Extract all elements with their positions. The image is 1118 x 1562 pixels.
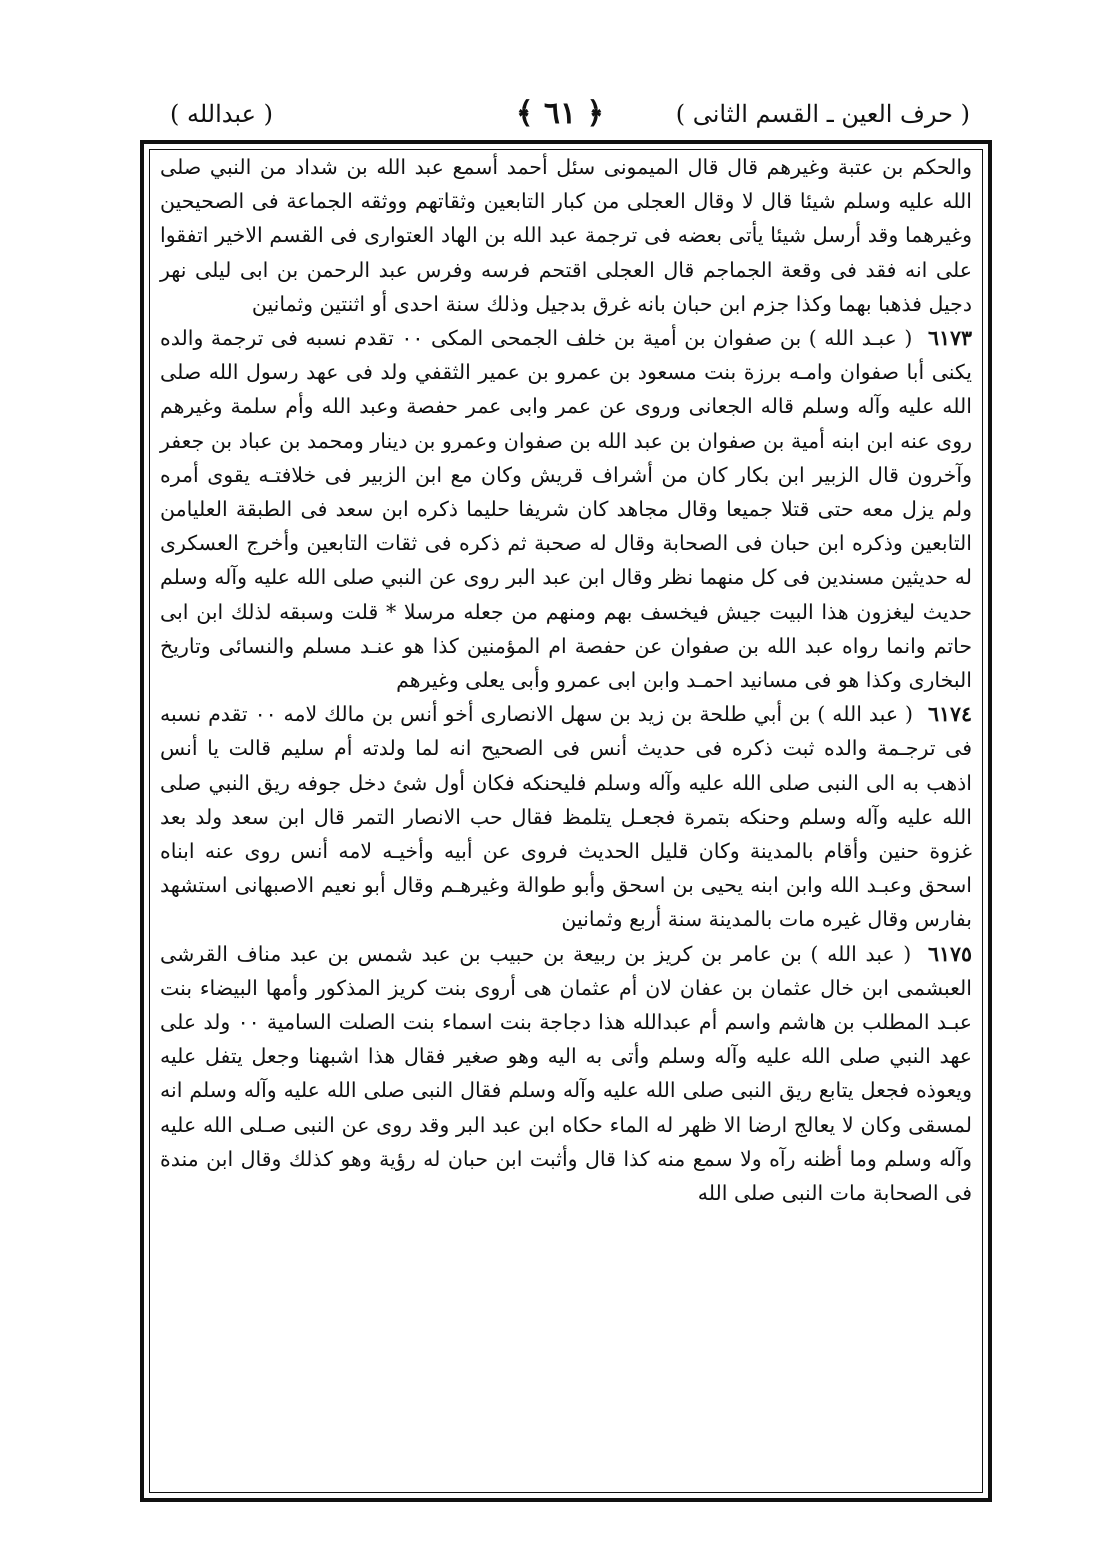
entry-text: والحكم بن عتبة وغيرهم قال قال الميمونى سئل أحمد أسمع عبد الله بن شداد من النبي صلى الله عليه وسلم شيئا قال لا وقال العجلى من كبار التابعين وثقاتهم ووثقه الجماعة فى الصحيحين وغيرهما وقد أرسل شيئا يأتى بعضه فى ترجمة عبد الله بن الهاد العتوارى فى القسم الاخير اتفقوا على انه فقد فى وقعة الجماجم قال العجلى اقتحم فرسه وفرس عبد الرحمن بن ابى ليلى نهر دجيل فذهبا بهما وكذا جزم ابن حبان بانه غرق بدجيل وذلك سنة احدى أو اثنتين وثمانين <box>160 155 972 316</box>
entry-6174 <box>160 697 972 936</box>
entry-6173 <box>160 321 972 697</box>
entry-text: ( عبد الله ) بن أبي طلحة بن زيد بن سهل الانصارى أخو أنس بن مالك لامه ٠٠ تقدم نسبه فى ترجـمة والده ثبت ذكره فى حديث أنس فى الصحيح انه لما ولدته أم سليم قالت يا أنس اذهب به الى النبى صلى الله عليه وآله وسلم فليحنكه فكان أول شئ دخل جوفه ريق النبي صلى الله عليه وآله وسلم وحنكه بتمرة فجعـل يتلمظ فقال حب الانصار التمر قال ابن سعد ولد بعد غزوة حنين وأقام بالمدينة وكان قليل الحديث فروى عن أبيه وأخيـه لامه أنس روى عنه ابناه اسحق وعبـد الله وابن ابنه يحيى بن اسحق وأبو طوالة وغيرهـم وقال أبو نعيم الاصبهانى استشهد بفارس وقال غيره مات بالمدينة سنة أربع وثمانين <box>160 702 972 932</box>
entry-6175 <box>160 937 972 1211</box>
entry-text: ( عبد الله ) بن عامر بن كريز بن ربيعة بن حبيب بن عبد شمس بن عبد مناف القرشى العبشمى ابن خال عثمان بن عفان لان أم عثمان هى أروى بنت كريز المذكور وأمها البيضاء بنت عبـد المطلب بن هاشم واسم أم عبدالله هذا دجاجة بنت اسماء بنت الصلت السامية ٠٠ ولد على عهد النبي صلى الله عليه وآله وسلم وأتى به اليه وهو صغير فقال هذا اشبهنا وجعل يتفل عليه ويعوذه فجعل يتابع ريق النبى صلى الله عليه وآله وسلم فقال النبى صلى الله عليه وآله وسلم انه لمسقى وكان لا يعالج ارضا الا ظهر له الماء حكاه ابن عبد البر وقد روى عن النبى صـلى الله عليه وآله وسلم وما أظنه رآه ولا سمع منه كذا قال وأثبت ابن حبان له رؤية وهو كذلك وقال ابن مندة فى الصحابة مات النبى صلى الله <box>160 941 972 1206</box>
entry-text: ( عبـد الله ) بن صفوان بن أمية بن خلف الجمحى المكى ٠٠ تقدم نسبه فى ترجمة والده يكنى أبا صفوان وامـه برزة بنت مسعود بن عمرو بن عمير الثقفي ولد فى عهد رسول الله صلى الله عليه وآله وسلم قاله الجعانى وروى عن عمر وابى عمر حفصة وعبد الله وأم سلمة وغيرهم روى عنه ابن ابنه أمية بن صفوان بن عبد الله بن صفوان وعمرو بن دينار ومحمد بن عباد بن جعفر وآخرون قال الزبير ابن بكار كان من أشراف قريش وكان مع ابن الزبير فى خلافتـه يقوى أمره ولم يزل معه حتى قتلا جميعا وقال مجاهد كان شريفا حليما ذكره ابن سعد فى الطبقة العليامن التابعين وذكره ابن حبان فى الصحابة وقال له صحبة ثم ذكره فى ثقات التابعين وأخرج العسكرى له حديثين مسندين فى كل منهما نظر وقال ابن عبد البر روى عن النبي صلى الله عليه وآله وسلم حديث ليغزون هذا البيت جيش فيخسف بهم ومنهم من جعله مرسلا * قلت وسبقه لذلك ابن ابى حاتم وانما رواه عبد الله بن صفوان عن حفصة ام المؤمنين كذا هو عنـد مسلم والنسائى وتاريخ البخارى وكذا هو فى مسانيد احمـد وابن ابى عمرو وأبى يعلى وغيرهم <box>160 326 972 693</box>
entry-number: ٦١٧٥ <box>927 941 972 966</box>
entry-continuation <box>160 150 972 321</box>
text-body <box>160 150 972 1490</box>
entry-number: ٦١٧٤ <box>927 702 972 727</box>
entry-number: ٦١٧٣ <box>927 326 972 351</box>
section-title: ( حرف العين ـ القسم الثانى ) <box>675 100 970 128</box>
running-name: ( عبدالله ) <box>170 100 273 128</box>
page-header <box>150 96 970 136</box>
page-number: ﴿ ٦١ ﴾ <box>515 96 605 131</box>
